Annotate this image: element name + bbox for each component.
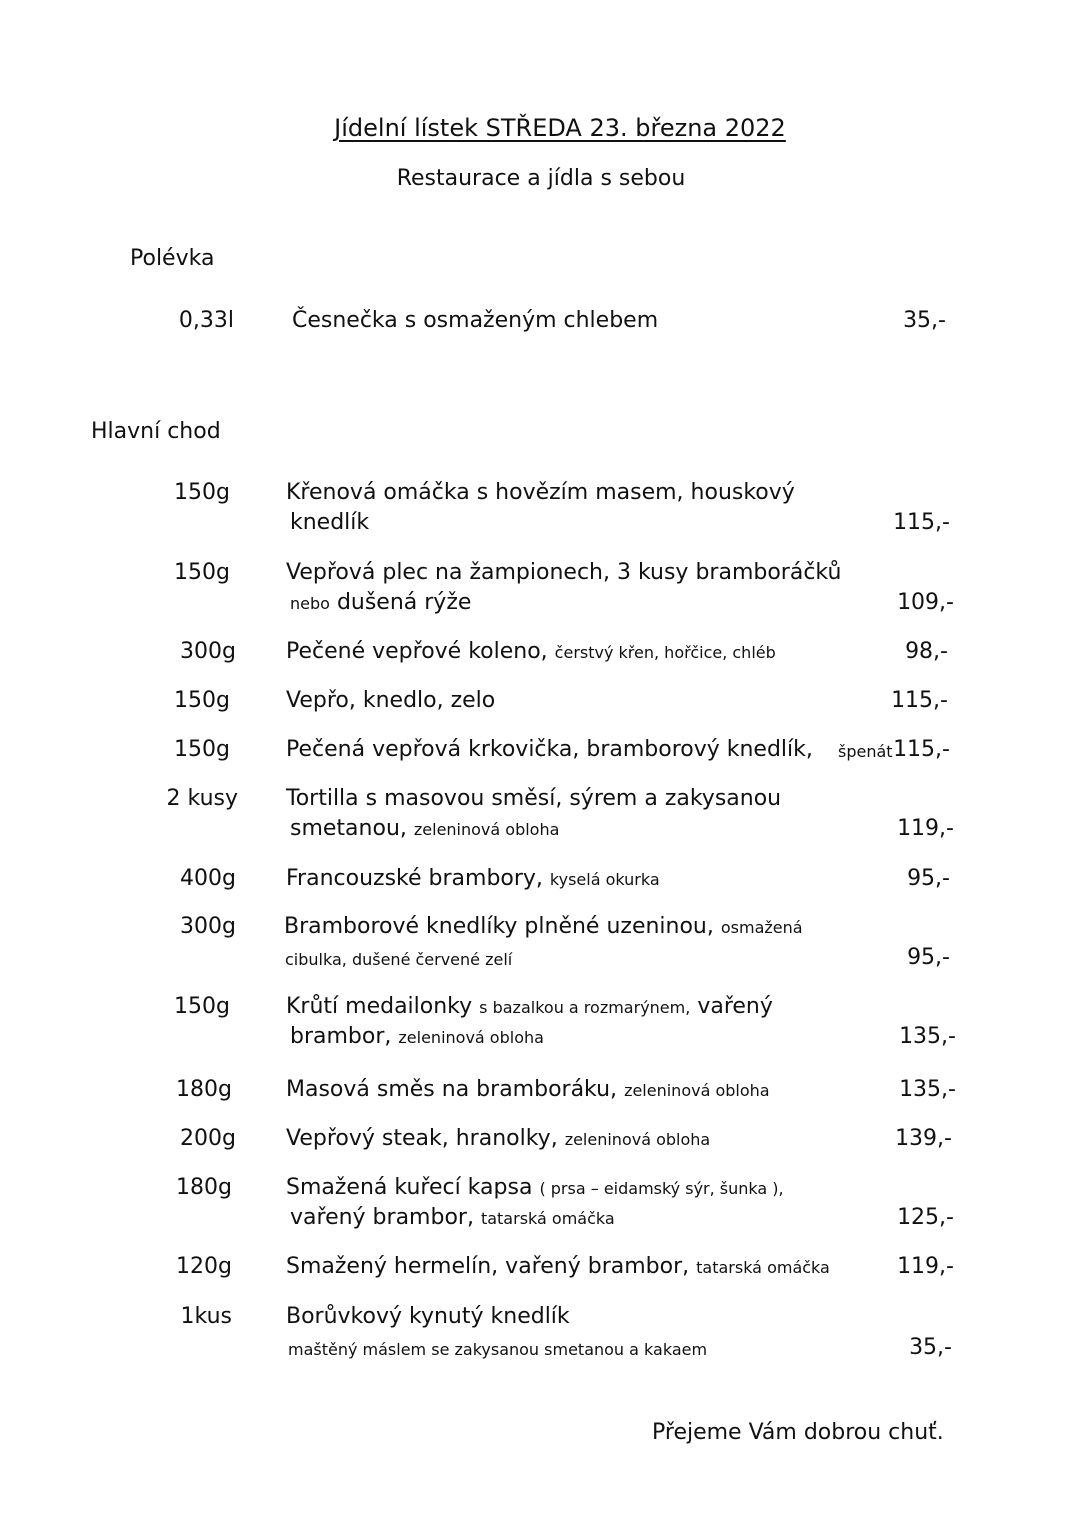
item-price: 119,- (897, 1254, 954, 1279)
soup-heading: Polévka (130, 246, 215, 271)
item-name (284, 914, 803, 939)
item-name (286, 866, 660, 891)
item-price: 115,- (893, 737, 950, 762)
item-price: 95,- (907, 866, 950, 891)
item-note: tatarská omáčka (480, 1209, 615, 1228)
item-price: 135,- (899, 1077, 956, 1102)
soup-quantity: 0,33l (178, 308, 234, 333)
item-price: 115,- (893, 510, 950, 535)
item-name-line1: Vepřová plec na žampionech, 3 kusy bramboráčků (286, 560, 842, 585)
item-name (286, 480, 795, 505)
main-course-heading: Hlavní chod (91, 419, 221, 444)
item-quantity: 2 kusy (166, 786, 238, 811)
menu-title: Jídelní lístek STŘEDA 23. března 2022 (334, 114, 786, 142)
item-quantity: 400g (180, 866, 236, 891)
item-name (286, 1304, 570, 1329)
item-name-line2 (290, 510, 369, 535)
item-note: zeleninová obloha (398, 1028, 544, 1047)
item-note: osmažená (720, 918, 803, 937)
item-name (286, 786, 781, 811)
item-name (286, 560, 841, 585)
item-name-line1: Pečené vepřové koleno, (286, 639, 548, 664)
item-name-line2 (290, 1205, 615, 1230)
item-name (286, 1175, 784, 1200)
item-name-line2 (290, 590, 471, 615)
item-name-line2-text: vařený brambor, (290, 1205, 474, 1230)
item-name (286, 1126, 710, 1151)
item-price: 109,- (897, 590, 954, 615)
item-quantity: 300g (180, 914, 236, 939)
item-name-line1-tail: vařený (697, 994, 773, 1019)
item-name (286, 737, 813, 762)
soup-price: 35,- (903, 308, 946, 333)
item-name-line1: Masová směs na bramboráku, (286, 1077, 618, 1102)
item-quantity: 150g (174, 480, 230, 505)
item-note: čerstvý křen, hořčice, chléb (554, 643, 776, 662)
item-name (286, 688, 495, 713)
item-name-line2-text: knedlík (290, 510, 370, 535)
item-note-line2: cibulka, dušené červené zelí (285, 950, 513, 969)
item-note-line2: maštěný máslem se zakysanou smetanou a kakaem (288, 1340, 708, 1359)
item-quantity: 120g (176, 1254, 232, 1279)
item-price: 115,- (891, 688, 948, 713)
item-name (286, 639, 776, 664)
item-name-line2 (290, 816, 559, 841)
item-name-line1: Borůvkový kynutý knedlík (286, 1304, 570, 1329)
closing-greeting: Přejeme Vám dobrou chuť. (652, 1420, 944, 1445)
menu-subtitle: Restaurace a jídla s sebou (396, 166, 686, 191)
item-name-line1: Krůtí medailonky (286, 994, 473, 1019)
item-quantity: 150g (174, 560, 230, 585)
item-quantity: 180g (176, 1077, 232, 1102)
item-name-line2 (290, 1024, 544, 1049)
item-price: 119,- (897, 816, 954, 841)
item-quantity: 150g (174, 994, 230, 1019)
item-name-line2-text: smetanou, (290, 816, 407, 841)
item-quantity: 200g (180, 1126, 236, 1151)
item-name-line2-text: brambor, (290, 1024, 392, 1049)
item-name-line1: Vepřový steak, hranolky, (286, 1126, 558, 1151)
item-quantity: 150g (174, 737, 230, 762)
item-price: 98,- (905, 639, 948, 664)
item-price: 135,- (899, 1024, 956, 1049)
item-name-line1: Tortilla s masovou směsí, sýrem a zakysanou (286, 786, 782, 811)
item-note: ( prsa – eidamský sýr, šunka ), (539, 1179, 784, 1198)
item-name-line1: Pečená vepřová krkovička, bramborový knedlík, (286, 737, 813, 762)
item-note: zeleninová obloha (564, 1130, 711, 1149)
item-price: 35,- (909, 1335, 952, 1360)
item-name-line1: Smažená kuřecí kapsa (286, 1175, 533, 1200)
item-price: 95,- (907, 945, 950, 970)
item-price: 139,- (895, 1126, 952, 1151)
item-name (286, 994, 773, 1019)
item-name (286, 1254, 830, 1279)
item-name-line1: Francouzské brambory, (286, 866, 543, 891)
item-note: zeleninová obloha (624, 1081, 770, 1100)
item-quantity: 150g (174, 688, 230, 713)
item-note: s bazalkou a rozmarýnem, (479, 998, 691, 1017)
item-note: zeleninová obloha (413, 820, 560, 839)
item-name-line1: Křenová omáčka s hovězím masem, houskový (286, 480, 795, 505)
item-quantity: 300g (180, 639, 236, 664)
item-note: špenát (838, 742, 893, 761)
item-name-line1: Vepřo, knedlo, zelo (286, 688, 496, 713)
item-note: tatarská omáčka (696, 1258, 830, 1277)
item-quantity: 1kus (180, 1304, 232, 1329)
item-name (286, 1077, 770, 1102)
item-name-line1: Smažený hermelín, vařený brambor, (286, 1254, 690, 1279)
item-quantity: 180g (176, 1175, 232, 1200)
item-name-line1: Bramborové knedlíky plněné uzeninou, (284, 914, 714, 939)
item-note: nebo (290, 594, 330, 613)
item-note: kyselá okurka (549, 870, 660, 889)
soup-name: Česnečka s osmaženým chlebem (292, 308, 659, 333)
item-price: 125,- (897, 1205, 954, 1230)
item-name-line2-text: dušená rýže (336, 590, 472, 615)
